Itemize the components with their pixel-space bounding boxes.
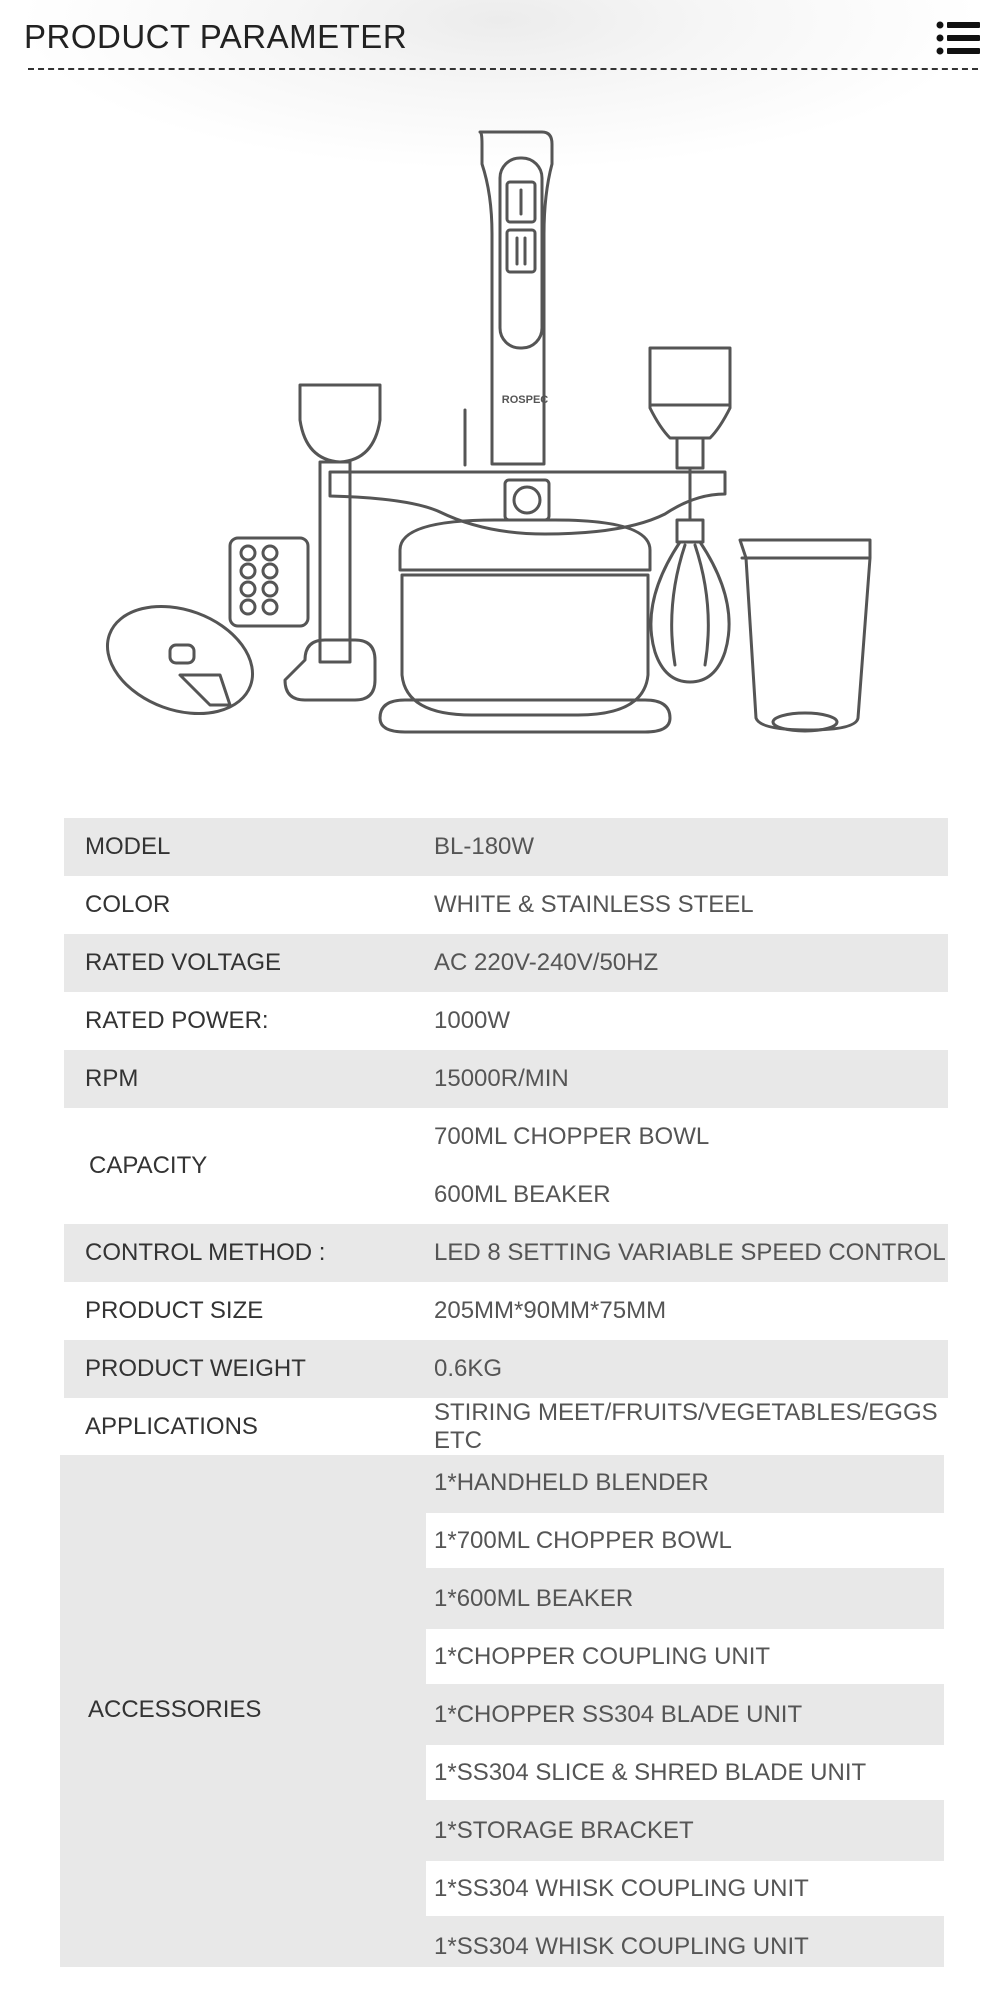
spec-row-control-method — [64, 1224, 948, 1282]
page-title: PRODUCT PARAMETER — [24, 18, 408, 55]
accessory-item — [426, 1745, 944, 1800]
spec-value: AC 220V-240V/50HZ — [434, 949, 659, 976]
accessory-item — [426, 1861, 944, 1916]
spec-value: STIRING MEET/FRUITS/VEGETABLES/EGGS ETC — [434, 1399, 938, 1454]
title-divider — [28, 68, 978, 70]
spec-value: WHITE & STAINLESS STEEL — [434, 891, 754, 918]
beaker-drawing — [740, 540, 870, 731]
spec-label: RATED VOLTAGE — [85, 949, 282, 976]
accessory-text: 1*HANDHELD BLENDER — [434, 1468, 709, 1496]
handheld-blender-drawing — [465, 132, 552, 465]
spec-table — [64, 818, 948, 1456]
accessory-text: 1*SS304 WHISK COUPLING UNIT — [434, 1932, 809, 1960]
spec-row-capacity — [64, 1108, 948, 1224]
spec-label: MODEL — [85, 833, 171, 860]
brand-logo-text: ROSPEC — [501, 394, 549, 406]
spec-label: RATED POWER: — [85, 1007, 269, 1034]
accessory-item — [426, 1803, 944, 1858]
spec-value: 15000R/MIN — [434, 1065, 569, 1092]
accessory-text: 1*SS304 SLICE & SHRED BLADE UNIT — [434, 1758, 867, 1786]
spec-row-rpm — [64, 1050, 948, 1108]
accessory-text: 1*CHOPPER COUPLING UNIT — [434, 1642, 771, 1670]
accessory-item — [426, 1571, 944, 1626]
accessory-item — [426, 1513, 944, 1568]
accessory-item — [426, 1687, 944, 1742]
spec-row-applications — [64, 1398, 948, 1456]
spec-value: 1000W — [434, 1007, 511, 1034]
accessory-item — [426, 1629, 944, 1684]
blade-holder-drawing — [230, 538, 308, 626]
spec-row-model — [64, 818, 948, 876]
spec-value: 205MM*90MM*75MM — [434, 1297, 667, 1324]
accessory-text: 1*600ML BEAKER — [434, 1584, 634, 1612]
spec-row-product-size — [64, 1282, 948, 1340]
spec-value: BL-180W — [434, 833, 535, 860]
accessories-block — [60, 1455, 944, 1967]
spec-value: 700ML CHOPPER BOWL — [434, 1123, 710, 1150]
accessory-item — [426, 1919, 944, 1974]
accessory-text: 1*CHOPPER SS304 BLADE UNIT — [434, 1700, 803, 1728]
accessory-text: 1*SS304 WHISK COUPLING UNIT — [434, 1874, 809, 1902]
spec-label: COLOR — [85, 891, 171, 918]
storage-bracket-drawing — [330, 472, 725, 534]
spec-label: CONTROL METHOD : — [85, 1239, 326, 1266]
spec-label: APPLICATIONS — [85, 1413, 258, 1440]
accessory-item — [426, 1455, 944, 1510]
spec-label: PRODUCT WEIGHT — [85, 1355, 306, 1382]
spec-label: PRODUCT SIZE — [85, 1297, 264, 1324]
spec-row-rated-voltage — [64, 934, 948, 992]
accessory-text: 1*STORAGE BRACKET — [434, 1816, 694, 1844]
spec-label: CAPACITY — [89, 1152, 208, 1179]
spec-row-product-weight — [64, 1340, 948, 1398]
accessories-label: ACCESSORIES — [88, 1696, 262, 1723]
spec-row-rated-power — [64, 992, 948, 1050]
chopper-bowl-drawing — [380, 520, 670, 732]
spec-value: 0.6KG — [434, 1355, 503, 1382]
list-menu-icon[interactable] — [936, 20, 980, 56]
spec-label: RPM — [85, 1065, 139, 1092]
spec-value: 600ML BEAKER — [434, 1181, 611, 1208]
accessory-text: 1*700ML CHOPPER BOWL — [434, 1526, 732, 1554]
blender-stick-drawing — [285, 385, 380, 700]
product-illustration — [80, 120, 920, 780]
spec-value: LED 8 SETTING VARIABLE SPEED CONTROL — [434, 1239, 946, 1266]
spec-row-color — [64, 876, 948, 934]
